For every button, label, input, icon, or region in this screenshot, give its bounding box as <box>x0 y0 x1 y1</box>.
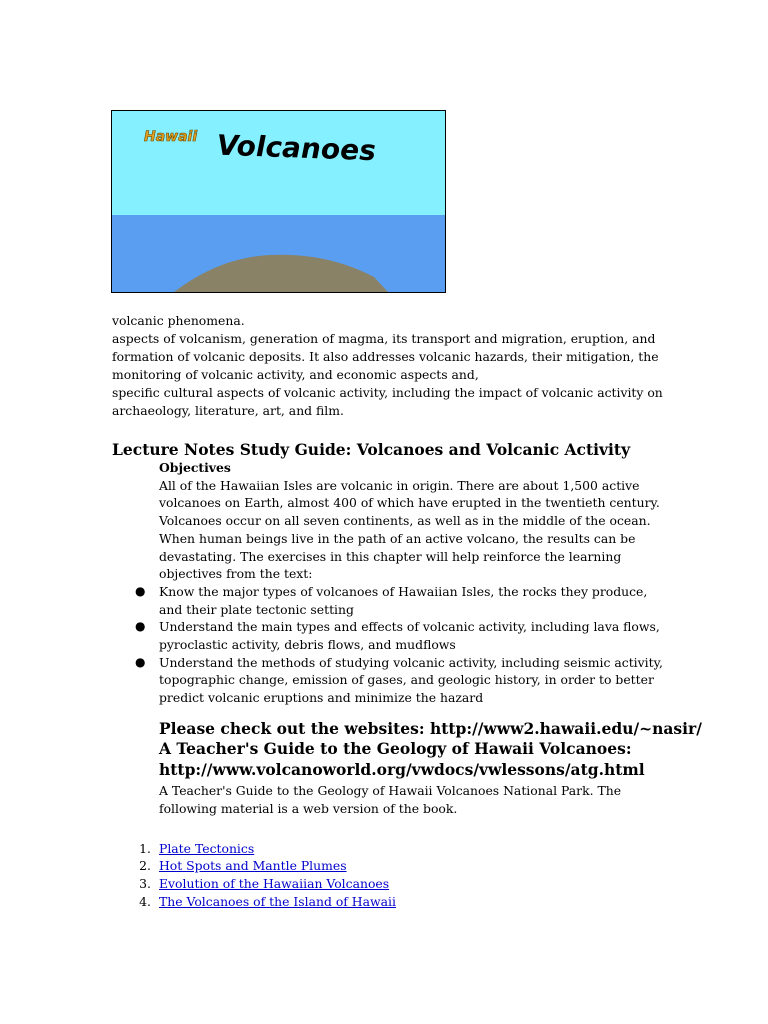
book-links-list <box>139 840 664 911</box>
list-item <box>139 875 664 893</box>
list-item-text: Understand the methods of studying volcanic activity, including seismic activity, topographic change, emission of gases, and geologic history, in order to better predict volcanic eruptions and minimize the hazard <box>159 654 663 706</box>
study-guide-content <box>135 459 702 911</box>
intro-paragraph: specific cultural aspects of volcanic activity, including the impact of volcanic activity on archaeology, literature, art, and film. <box>112 385 663 418</box>
intro-text <box>112 312 672 420</box>
volcano-banner-image <box>111 110 446 293</box>
section-heading: Lecture Notes Study Guide: Volcanoes and Volcanic Activity <box>112 440 631 459</box>
list-number: 2. <box>139 858 151 874</box>
list-item <box>139 893 664 911</box>
list-item <box>139 840 664 858</box>
link-island-volcanoes[interactable]: The Volcanoes of the Island of Hawaii <box>159 893 396 909</box>
intro-line: volcanic phenomena. <box>112 313 245 328</box>
bullet-icon: ● <box>135 619 146 634</box>
guide-description: A Teacher's Guide to the Geology of Hawaii Volcanoes National Park. The following material is a web version of the book. <box>159 783 622 817</box>
list-number: 1. <box>139 840 151 856</box>
intro-paragraph: aspects of volcanism, generation of magma, its transport and migration, eruption, and formation of volcanic deposits. It also addresses volcanic hazards, their mitigation, the monitoring of volcanic activity, and economic aspects and, <box>112 331 659 382</box>
list-number: 4. <box>139 893 151 909</box>
bullet-icon: ● <box>135 654 146 669</box>
banner-small-title: Hawaii <box>144 129 198 145</box>
websites-heading <box>159 718 702 781</box>
websites-line: Please check out the websites: http://www2.hawaii.edu/~nasir/ <box>159 718 702 738</box>
objectives-list <box>135 583 664 707</box>
objectives-label: Objectives <box>159 460 231 475</box>
list-item-text: Understand the main types and effects of volcanic activity, including lava flows, pyroclastic activity, debris flows, and mudflows <box>159 619 660 653</box>
objectives-text: All of the Hawaiian Isles are volcanic in origin. There are about 1,500 active volcanoes on Earth, almost 400 of which have erupted in the twentieth century. Volcanoes occur on all seven continents, as well as in the middle of the ocean. When human beings live in the path of an active volcano, the results can be devastating. The exercises in this chapter will help reinforce the learning objectives from the text: <box>159 477 660 582</box>
websites-line: http://www.volcanoworld.org/vwdocs/vwlessons/atg.html <box>159 759 645 779</box>
link-evolution[interactable]: Evolution of the Hawaiian Volcanoes <box>159 876 390 892</box>
list-item-text: Know the major types of volcanoes of Hawaiian Isles, the rocks they produce, and their plate tectonic setting <box>159 583 648 617</box>
link-plate-tectonics[interactable]: Plate Tectonics <box>159 840 255 856</box>
websites-line: A Teacher's Guide to the Geology of Hawaii Volcanoes: <box>159 739 632 759</box>
bullet-icon: ● <box>135 583 146 598</box>
link-hot-spots[interactable]: Hot Spots and Mantle Plumes <box>159 858 347 874</box>
list-item <box>135 618 664 653</box>
list-number: 3. <box>139 876 151 892</box>
list-item <box>135 583 664 618</box>
list-item <box>139 857 664 875</box>
list-item <box>135 654 664 707</box>
banner-big-title: Volcanoes <box>217 128 376 168</box>
